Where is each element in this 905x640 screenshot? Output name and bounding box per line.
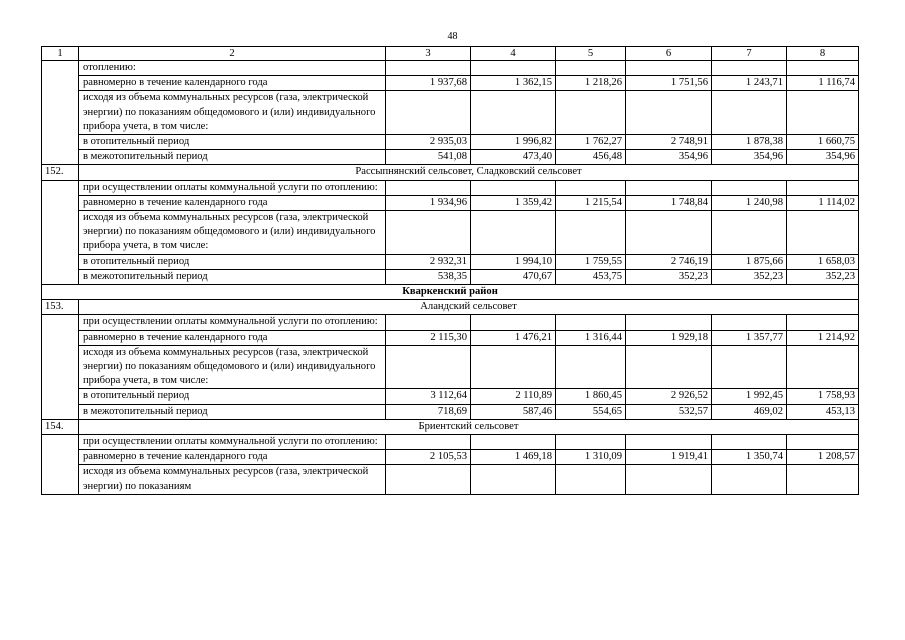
value-cell: 3 112,64: [386, 389, 471, 404]
empty-cell: [787, 435, 859, 450]
empty-cell: [712, 315, 787, 330]
value-cell: 453,75: [556, 269, 626, 284]
header-cell: 7: [712, 47, 787, 61]
value-cell: 1 660,75: [787, 135, 859, 150]
table-row: [42, 195, 859, 210]
value-cell: 1 357,77: [712, 330, 787, 345]
value-cell: 354,96: [712, 150, 787, 165]
table-row: [42, 389, 859, 404]
value-cell: 1 218,26: [556, 76, 626, 91]
empty-cell: [626, 465, 712, 494]
empty-cell: [787, 180, 859, 195]
row-index: [42, 450, 79, 465]
value-cell: 2 105,53: [386, 450, 471, 465]
empty-cell: [556, 180, 626, 195]
value-cell: 453,13: [787, 404, 859, 419]
empty-cell: [712, 180, 787, 195]
tariff-table: [41, 46, 859, 495]
value-cell: 2 110,89: [471, 389, 556, 404]
empty-cell: [787, 315, 859, 330]
value-cell: 1 243,71: [712, 76, 787, 91]
row-label: в отопительный период: [79, 254, 386, 269]
value-cell: 1 214,92: [787, 330, 859, 345]
empty-cell: [626, 91, 712, 135]
value-cell: 587,46: [471, 404, 556, 419]
empty-cell: [471, 465, 556, 494]
value-cell: 541,08: [386, 150, 471, 165]
value-cell: 1 934,96: [386, 195, 471, 210]
value-cell: 1 758,93: [787, 389, 859, 404]
row-index: [42, 465, 79, 494]
header-row: [42, 47, 859, 61]
empty-cell: [626, 180, 712, 195]
value-cell: 1 994,10: [471, 254, 556, 269]
row-label: равномерно в течение календарного года: [79, 76, 386, 91]
row-index: [42, 61, 79, 76]
value-cell: 473,40: [471, 150, 556, 165]
value-cell: 2 935,03: [386, 135, 471, 150]
row-label: в отопительный период: [79, 135, 386, 150]
table-row: [42, 150, 859, 165]
value-cell: 1 240,98: [712, 195, 787, 210]
value-cell: 1 310,09: [556, 450, 626, 465]
table-row: [42, 61, 859, 76]
value-cell: 1 929,18: [626, 330, 712, 345]
table-row: [42, 91, 859, 135]
row-index: 154.: [42, 419, 79, 434]
value-cell: 1 469,18: [471, 450, 556, 465]
empty-cell: [712, 345, 787, 389]
value-cell: 352,23: [712, 269, 787, 284]
row-label: при осуществлении оплаты коммунальной услуги по отоплению:: [79, 180, 386, 195]
empty-cell: [471, 91, 556, 135]
row-index: [42, 389, 79, 404]
empty-cell: [386, 211, 471, 255]
value-cell: 352,23: [787, 269, 859, 284]
value-cell: 1 875,66: [712, 254, 787, 269]
header-cell: 3: [386, 47, 471, 61]
row-index: [42, 150, 79, 165]
value-cell: 532,57: [626, 404, 712, 419]
empty-cell: [556, 435, 626, 450]
empty-cell: [787, 211, 859, 255]
row-label: исходя из объема коммунальных ресурсов (газа, электрической энергии) по показаниям: [79, 465, 386, 494]
value-cell: 1 878,38: [712, 135, 787, 150]
value-cell: 1 992,45: [712, 389, 787, 404]
table-row: [42, 211, 859, 255]
value-cell: 1 359,42: [471, 195, 556, 210]
empty-cell: [471, 435, 556, 450]
empty-cell: [626, 435, 712, 450]
row-index: [42, 254, 79, 269]
value-cell: 1 114,02: [787, 195, 859, 210]
row-index: 153.: [42, 300, 79, 315]
value-cell: 1 996,82: [471, 135, 556, 150]
empty-cell: [386, 61, 471, 76]
row-index: [42, 135, 79, 150]
empty-cell: [556, 315, 626, 330]
empty-cell: [712, 211, 787, 255]
value-cell: 1 350,74: [712, 450, 787, 465]
row-label: исходя из объема коммунальных ресурсов (газа, электрической энергии) по показаниям общедомового и (или) индивидуального прибора учета, в том числе:: [79, 345, 386, 389]
row-index: [42, 91, 79, 135]
empty-cell: [626, 345, 712, 389]
row-index: [42, 345, 79, 389]
header-cell: 5: [556, 47, 626, 61]
empty-cell: [787, 91, 859, 135]
empty-cell: [471, 211, 556, 255]
row-label: исходя из объема коммунальных ресурсов (газа, электрической энергии) по показаниям общедомового и (или) индивидуального прибора учета, в том числе:: [79, 91, 386, 135]
empty-cell: [787, 345, 859, 389]
value-cell: 1 215,54: [556, 195, 626, 210]
page-number: 48: [447, 31, 458, 42]
table-row: [42, 285, 859, 300]
value-cell: 1 919,41: [626, 450, 712, 465]
table-row: [42, 315, 859, 330]
row-index: 152.: [42, 165, 79, 180]
empty-cell: [787, 465, 859, 494]
empty-cell: [386, 345, 471, 389]
value-cell: 2 926,52: [626, 389, 712, 404]
value-cell: 2 932,31: [386, 254, 471, 269]
empty-cell: [386, 435, 471, 450]
value-cell: 352,23: [626, 269, 712, 284]
empty-cell: [712, 465, 787, 494]
table-row: [42, 165, 859, 180]
row-label: в межотопительный период: [79, 404, 386, 419]
value-cell: 1 937,68: [386, 76, 471, 91]
table-row: [42, 419, 859, 434]
table-row: [42, 300, 859, 315]
row-label: равномерно в течение календарного года: [79, 330, 386, 345]
empty-cell: [386, 465, 471, 494]
empty-cell: [556, 211, 626, 255]
value-cell: 538,35: [386, 269, 471, 284]
row-index: [42, 76, 79, 91]
table-row: [42, 180, 859, 195]
row-index: [42, 195, 79, 210]
row-label: в отопительный период: [79, 389, 386, 404]
empty-cell: [386, 315, 471, 330]
table-row: [42, 254, 859, 269]
row-index: [42, 211, 79, 255]
value-cell: 2 748,91: [626, 135, 712, 150]
table-row: [42, 345, 859, 389]
row-label: при осуществлении оплаты коммунальной услуги по отоплению:: [79, 435, 386, 450]
table-row: [42, 435, 859, 450]
empty-cell: [386, 91, 471, 135]
value-cell: 2 746,19: [626, 254, 712, 269]
empty-cell: [626, 315, 712, 330]
empty-cell: [471, 61, 556, 76]
value-cell: 470,67: [471, 269, 556, 284]
value-cell: 1 316,44: [556, 330, 626, 345]
empty-cell: [386, 180, 471, 195]
value-cell: 1 362,15: [471, 76, 556, 91]
empty-cell: [712, 61, 787, 76]
row-index: [42, 315, 79, 330]
section-title: Рассыпнянский сельсовет, Сладковский сельсовет: [79, 165, 859, 180]
row-label: равномерно в течение календарного года: [79, 195, 386, 210]
empty-cell: [712, 91, 787, 135]
row-index: [42, 180, 79, 195]
value-cell: 1 751,56: [626, 76, 712, 91]
table-row: [42, 450, 859, 465]
header-cell: 1: [42, 47, 79, 61]
value-cell: 469,02: [712, 404, 787, 419]
row-index: [42, 330, 79, 345]
header-cell: 4: [471, 47, 556, 61]
value-cell: 554,65: [556, 404, 626, 419]
row-label: при осуществлении оплаты коммунальной услуги по отоплению:: [79, 315, 386, 330]
empty-cell: [787, 61, 859, 76]
row-label: отоплению:: [79, 61, 386, 76]
table-row: [42, 76, 859, 91]
value-cell: 1 860,45: [556, 389, 626, 404]
row-index: [42, 435, 79, 450]
section-title: Бриентский сельсовет: [79, 419, 859, 434]
empty-cell: [556, 465, 626, 494]
empty-cell: [556, 91, 626, 135]
district-title: Кваркенский район: [42, 285, 859, 300]
value-cell: 354,96: [626, 150, 712, 165]
empty-cell: [626, 211, 712, 255]
empty-cell: [471, 180, 556, 195]
header-cell: 2: [79, 47, 386, 61]
empty-cell: [626, 61, 712, 76]
value-cell: 1 208,57: [787, 450, 859, 465]
value-cell: 718,69: [386, 404, 471, 419]
table-row: [42, 135, 859, 150]
empty-cell: [712, 435, 787, 450]
header-cell: 6: [626, 47, 712, 61]
table-row: [42, 330, 859, 345]
table-row: [42, 404, 859, 419]
value-cell: 1 116,74: [787, 76, 859, 91]
row-label: исходя из объема коммунальных ресурсов (газа, электрической энергии) по показаниям общедомового и (или) индивидуального прибора учета, в том числе:: [79, 211, 386, 255]
value-cell: 1 762,27: [556, 135, 626, 150]
value-cell: 1 658,03: [787, 254, 859, 269]
table-row: [42, 465, 859, 494]
empty-cell: [556, 345, 626, 389]
row-label: в межотопительный период: [79, 150, 386, 165]
row-label: равномерно в течение календарного года: [79, 450, 386, 465]
row-label: в межотопительный период: [79, 269, 386, 284]
value-cell: 1 759,55: [556, 254, 626, 269]
empty-cell: [471, 315, 556, 330]
empty-cell: [556, 61, 626, 76]
row-index: [42, 404, 79, 419]
value-cell: 456,48: [556, 150, 626, 165]
table-row: [42, 269, 859, 284]
value-cell: 354,96: [787, 150, 859, 165]
row-index: [42, 269, 79, 284]
value-cell: 1 476,21: [471, 330, 556, 345]
header-cell: 8: [787, 47, 859, 61]
section-title: Аландский сельсовет: [79, 300, 859, 315]
value-cell: 1 748,84: [626, 195, 712, 210]
value-cell: 2 115,30: [386, 330, 471, 345]
empty-cell: [471, 345, 556, 389]
